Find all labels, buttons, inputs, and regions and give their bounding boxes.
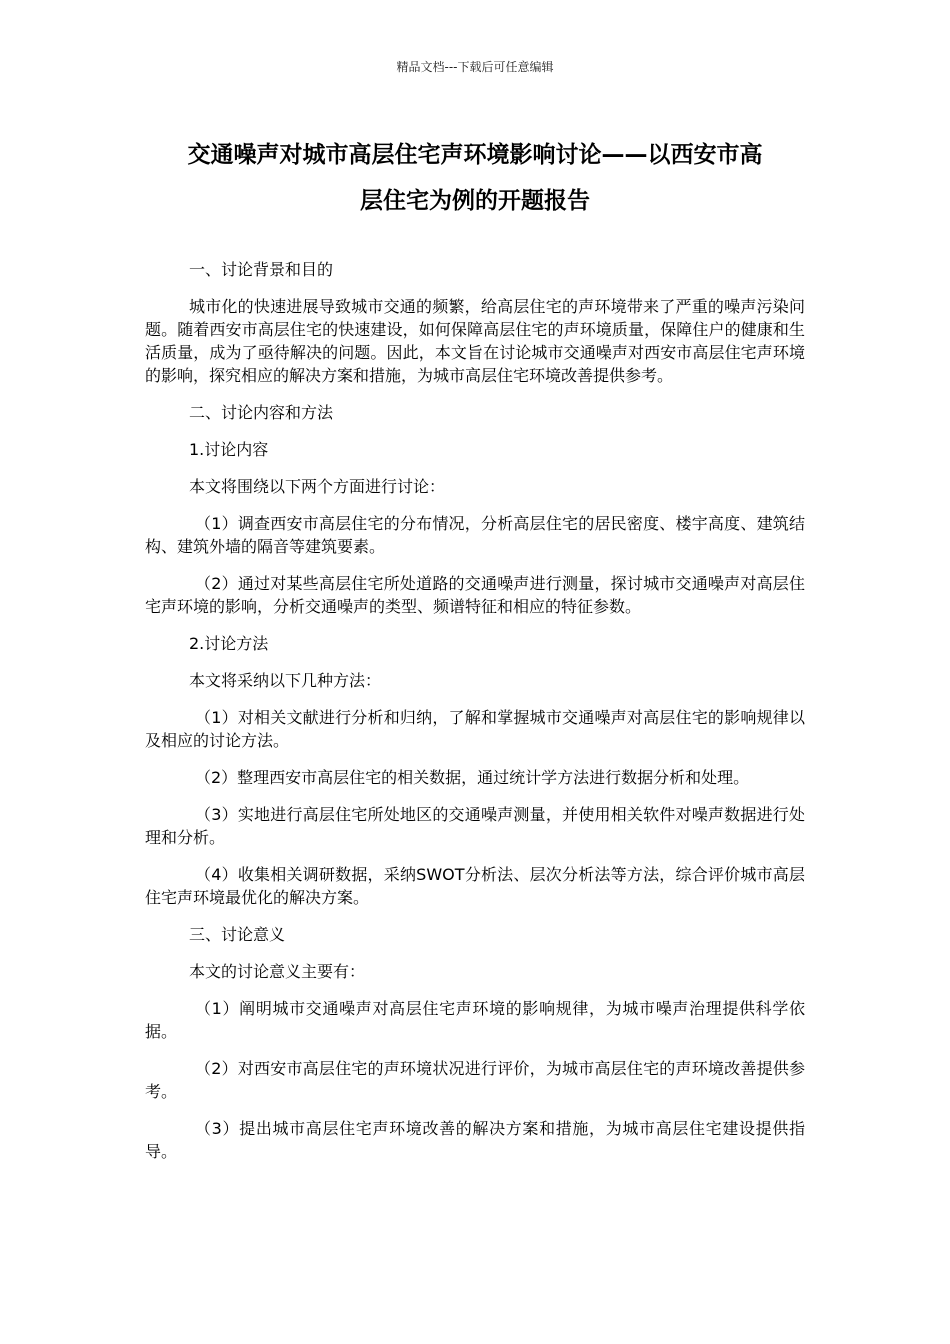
title-line-1: 交通噪声对城市高层住宅声环境影响讨论——以西安市高 — [187, 142, 763, 168]
list-item-significance-3: （3）提出城市高层住宅声环境改善的解决方案和措施，为城市高层住宅建设提供指导。 — [145, 1119, 805, 1161]
paragraph-content-intro: 本文将围绕以下两个方面进行讨论： — [189, 477, 446, 496]
list-item-content-2: （2）通过对某些高层住宅所处道路的交通噪声进行测量，探讨城市交通噪声对高层住宅声环境的影响，分析交通噪声的类型、频谱特征和相应的特征参数。 — [145, 574, 805, 616]
paragraph-background: 城市化的快速进展导致城市交通的频繁，给高层住宅的声环境带来了严重的噪声污染问题。随着西安市高层住宅的快速建设，如何保障高层住宅的声环境质量，保障住户的健康和生活质量，成为了亟待解决的问题。因此，本文旨在讨论城市交通噪声对西安市高层住宅声环境的影响，探究相应的解决方案和措施，为城市高层住宅环境改善提供参考。 — [145, 297, 805, 385]
subheading-content: 1.讨论内容 — [189, 440, 269, 459]
document-title — [145, 132, 805, 224]
paragraph-method-intro: 本文将采纳以下几种方法： — [189, 671, 382, 690]
section-heading-significance: 三、讨论意义 — [189, 925, 286, 944]
list-item-significance-2: （2）对西安市高层住宅的声环境状况进行评价，为城市高层住宅的声环境改善提供参考。 — [145, 1059, 805, 1101]
list-item-method-2: （2）整理西安市高层住宅的相关数据，通过统计学方法进行数据分析和处理。 — [195, 768, 750, 787]
list-item-method-4: （4）收集相关调研数据，采纳SWOT分析法、层次分析法等方法，综合评价城市高层住宅声环境最优化的解决方案。 — [145, 865, 805, 907]
section-heading-content-method: 二、讨论内容和方法 — [189, 403, 334, 422]
title-line-2: 层住宅为例的开题报告 — [360, 188, 590, 214]
list-item-significance-1: （1）阐明城市交通噪声对高层住宅声环境的影响规律，为城市噪声治理提供科学依据。 — [145, 999, 805, 1041]
document-body — [145, 258, 805, 1177]
paragraph-significance-intro: 本文的讨论意义主要有： — [189, 962, 366, 981]
subheading-method: 2.讨论方法 — [189, 634, 269, 653]
section-heading-background: 一、讨论背景和目的 — [189, 260, 334, 279]
list-item-method-1: （1）对相关文献进行分析和归纳，了解和掌握城市交通噪声对高层住宅的影响规律以及相应的讨论方法。 — [145, 708, 805, 750]
list-item-method-3: （3）实地进行高层住宅所处地区的交通噪声测量，并使用相关软件对噪声数据进行处理和分析。 — [145, 805, 805, 847]
header-note: 精品文档---下载后可任意编辑 — [396, 60, 554, 74]
list-item-content-1: （1）调查西安市高层住宅的分布情况，分析高层住宅的居民密度、楼宇高度、建筑结构、建筑外墙的隔音等建筑要素。 — [145, 514, 805, 556]
